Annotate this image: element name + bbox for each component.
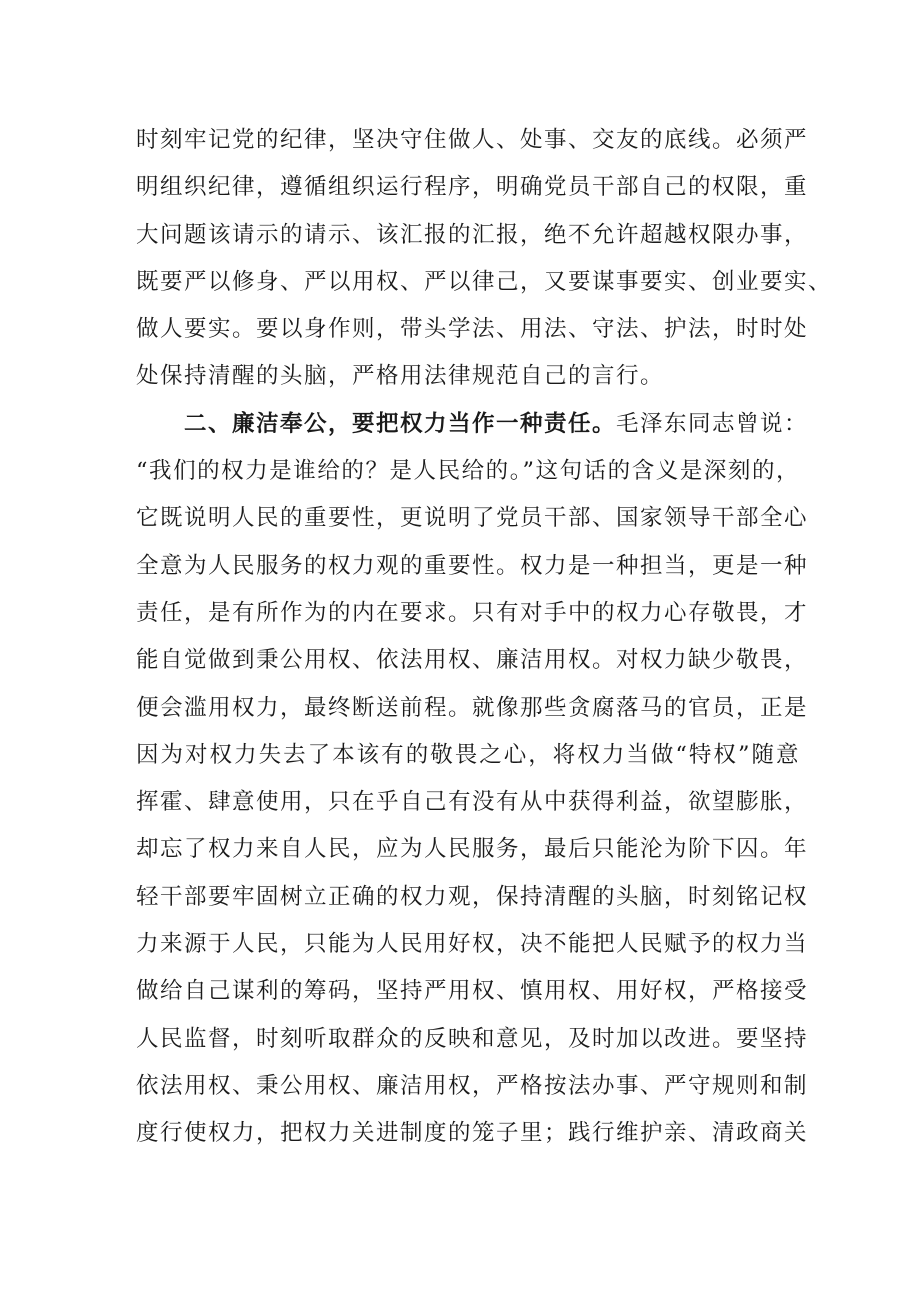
heading-line-rest: 毛泽东同志曾说：: [616, 410, 809, 437]
text-line: 全意为人民服务的权力观的重要性。权力是一种担当，更是一种: [136, 552, 809, 579]
text-line: 明组织纪律，遵循组织运行程序，明确党员干部自己的权限，重: [136, 174, 809, 201]
text-line: 责任，是有所作为的内在要求。只有对手中的权力心存敬畏，才: [136, 599, 809, 626]
text-line: 它既说明人民的重要性，更说明了党员干部、国家领导干部全心: [136, 505, 809, 532]
text-line: 力来源于人民，只能为人民用好权，决不能把人民赋予的权力当: [136, 931, 809, 958]
text-line: 做人要实。要以身作则，带头学法、用法、守法、护法，时时处: [136, 316, 809, 343]
text-line: 能自觉做到秉公用权、依法用权、廉洁用权。对权力缺少敬畏，: [136, 647, 809, 674]
text-line: 因为对权力失去了本该有的敬畏之心，将权力当做“特权”随意: [136, 741, 800, 768]
text-line: 挥霍、肆意使用，只在乎自己有没有从中获得利益，欲望膨胀，: [136, 789, 809, 816]
text-line: 大问题该请示的请示、该汇报的汇报，绝不允许超越权限办事，: [136, 221, 809, 248]
text-line: 却忘了权力来自人民，应为人民服务，最后只能沦为阶下囚。年: [136, 836, 809, 863]
text-line: 轻干部要牢固树立正确的权力观，保持清醒的头脑，时刻铭记权: [136, 883, 809, 910]
heading-line: [136, 401, 809, 448]
document-body: [136, 117, 833, 1158]
text-line: “我们的权力是谁给的？是人民给的。”这句话的含义是深刻的，: [136, 458, 800, 485]
text-line: 处保持清醒的头脑，严格用法律规范自己的言行。: [136, 363, 665, 390]
text-line: 便会滥用权力，最终断送前程。就像那些贪腐落马的官员，正是: [136, 694, 809, 721]
text-line: 既要严以修身、严以用权、严以律己，又要谋事要实、创业要实、: [136, 268, 833, 295]
paragraph-1: [136, 117, 833, 401]
text-line: 时刻牢记党的纪律，坚决守住做人、处事、交友的底线。必须严: [136, 127, 809, 153]
paragraph-2: [136, 401, 809, 1158]
text-line: 人民监督，时刻听取群众的反映和意见，及时加以改进。要坚持: [136, 1025, 809, 1052]
text-line: 度行使权力，把权力关进制度的笼子里；践行维护亲、清政商关: [136, 1120, 809, 1147]
text-line: 做给自己谋利的筹码，坚持严用权、慎用权、用好权，严格接受: [136, 978, 809, 1005]
text-line: 依法用权、秉公用权、廉洁用权，严格按法办事、严守规则和制: [136, 1072, 809, 1099]
section-heading: 二、廉洁奉公，要把权力当作一种责任。: [184, 410, 617, 437]
